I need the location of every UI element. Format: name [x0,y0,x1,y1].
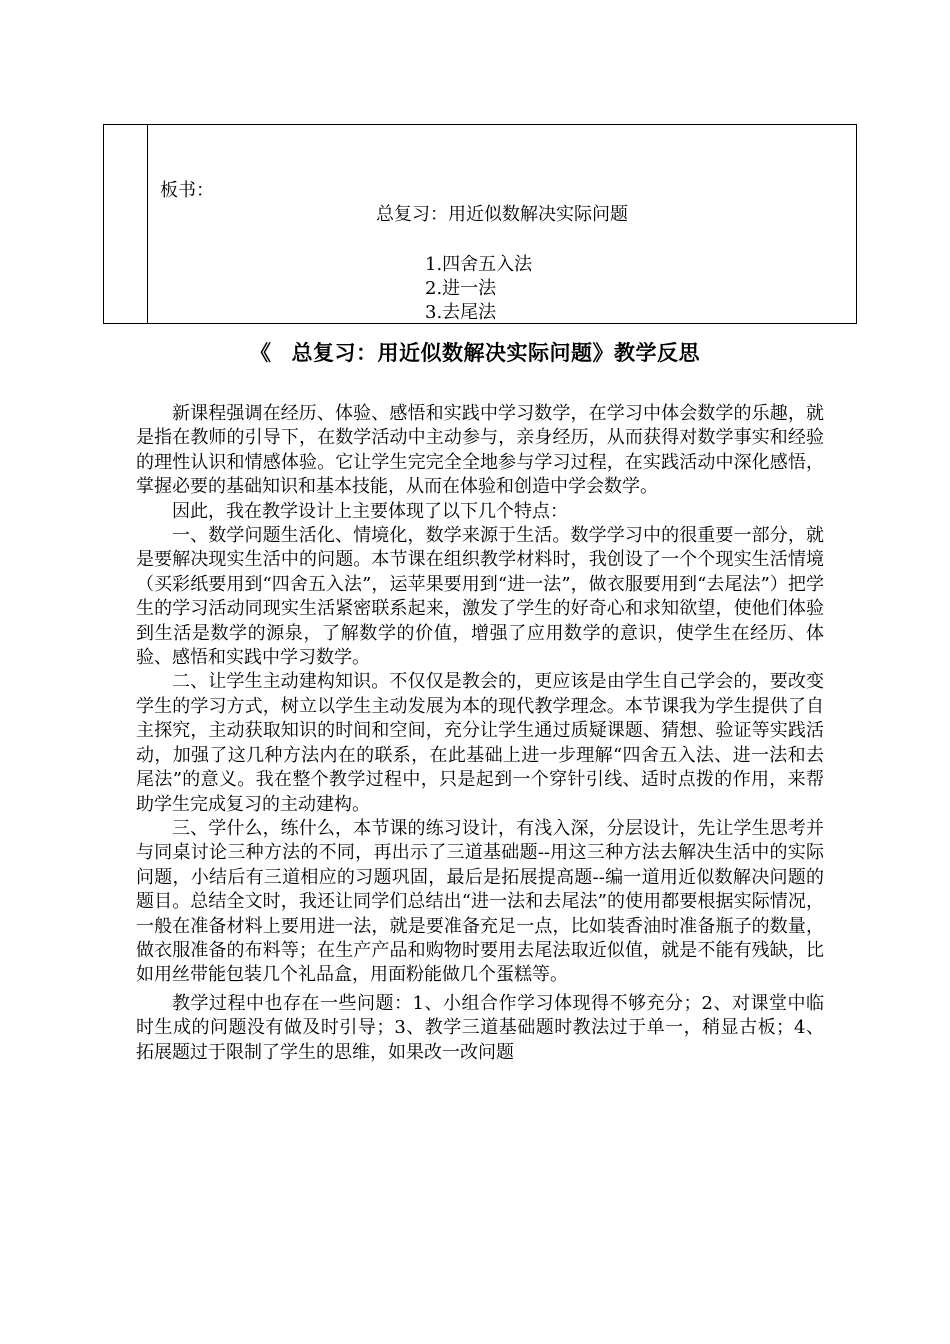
method-item: 3.去尾法 [425,302,497,323]
blackboard-method-list [425,253,532,325]
title-open-bracket: 《 [250,341,272,365]
blackboard-label: 板书： [160,180,214,201]
method-item: 2.进一法 [425,278,497,299]
paragraph: 二、让学生主动建构知识。不仅仅是教会的，更应该是由学生自己学会的，要改变学生的学习方式，树立以学生主动发展为本的现代教学理念。本节课我为学生提供了自主探究，主动获取知识的时间和空间，充分让学生通过质疑课题、猜想、验证等实践活动，加强了这几种方法内在的联系，在此基础上进一步理解“四舍五入法、进一法和去尾法”的意义。我在整个教学过程中，只是起到一个穿针引线、适时点拨的作用，来帮助学生完成复习的主动建构。 [136,671,824,815]
blackboard-table [103,124,857,324]
paragraph: 三、学什么，练什么，本节课的练习设计，有浅入深，分层设计，先让学生思考并与同桌讨论三种方法的不同，再出示了三道基础题--用这三种方法去解决生活中的实际问题，小结后有三道相应的习题巩固，最后是拓展提高题--编一道用近似数解决问题的题目。总结全文时，我还让同学们总结出“进一法和去尾法”的使用都要根据实际情况，一般在准备材料上要用进一法，就是要准备充足一点，比如装香油时准备瓶子的数量，做衣服准备的布料等；在生产产品和购物时要用去尾法取近似值，就是不能有残缺，比如用丝带能包装几个礼品盒，用面粉能做几个蛋糕等。 [136,817,824,986]
reflection-body [136,402,824,1065]
paragraph: 因此，我在教学设计上主要体现了以下几个特点： [172,500,568,522]
paragraph: 一、数学问题生活化、情境化，数学来源于生活。数学学习中的很重要一部分，就是要解决现实生活中的问题。本节课在组织教学材料时，我创设了一个个现实生活情境（买彩纸要用到“四舍五入法”，运苹果要用到“进一法”，做衣服要用到“去尾法”）把学生的学习活动同现实生活紧密联系起来，激发了学生的好奇心和求知欲望，使他们体验到生活是数学的源泉，了解数学的价值，增强了应用数学的意识，使学生在经历、体验、感悟和实践中学习数学。 [136,525,824,669]
blackboard-title: 总复习：用近似数解决实际问题 [376,204,628,225]
title-text: 总复习：用近似数解决实际问题》教学反思 [291,341,700,365]
paragraph: 新课程强调在经历、体验、感悟和实践中学习数学，在学习中体会数学的乐趣，就是指在教师的引导下，在数学活动中主动参与，亲身经历，从而获得对数学事实和经验的理性认识和情感体验。它让学生完完全全地参与学习过程，在实践活动中深化感悟，掌握必要的基础知识和基本技能，从而在体验和创造中学会数学。 [136,403,824,498]
paragraph: 教学过程中也存在一些问题：1、小组合作学习体现得不够充分；2、对课堂中临时生成的问题没有做及时引导；3、教学三道基础题时教法过于单一，稍显古板；4、拓展题过于限制了学生的思维，如果改一改问题 [136,992,824,1063]
method-item: 1.四舍五入法 [425,254,533,275]
blackboard-cell [148,125,856,323]
reflection-title [0,338,950,368]
